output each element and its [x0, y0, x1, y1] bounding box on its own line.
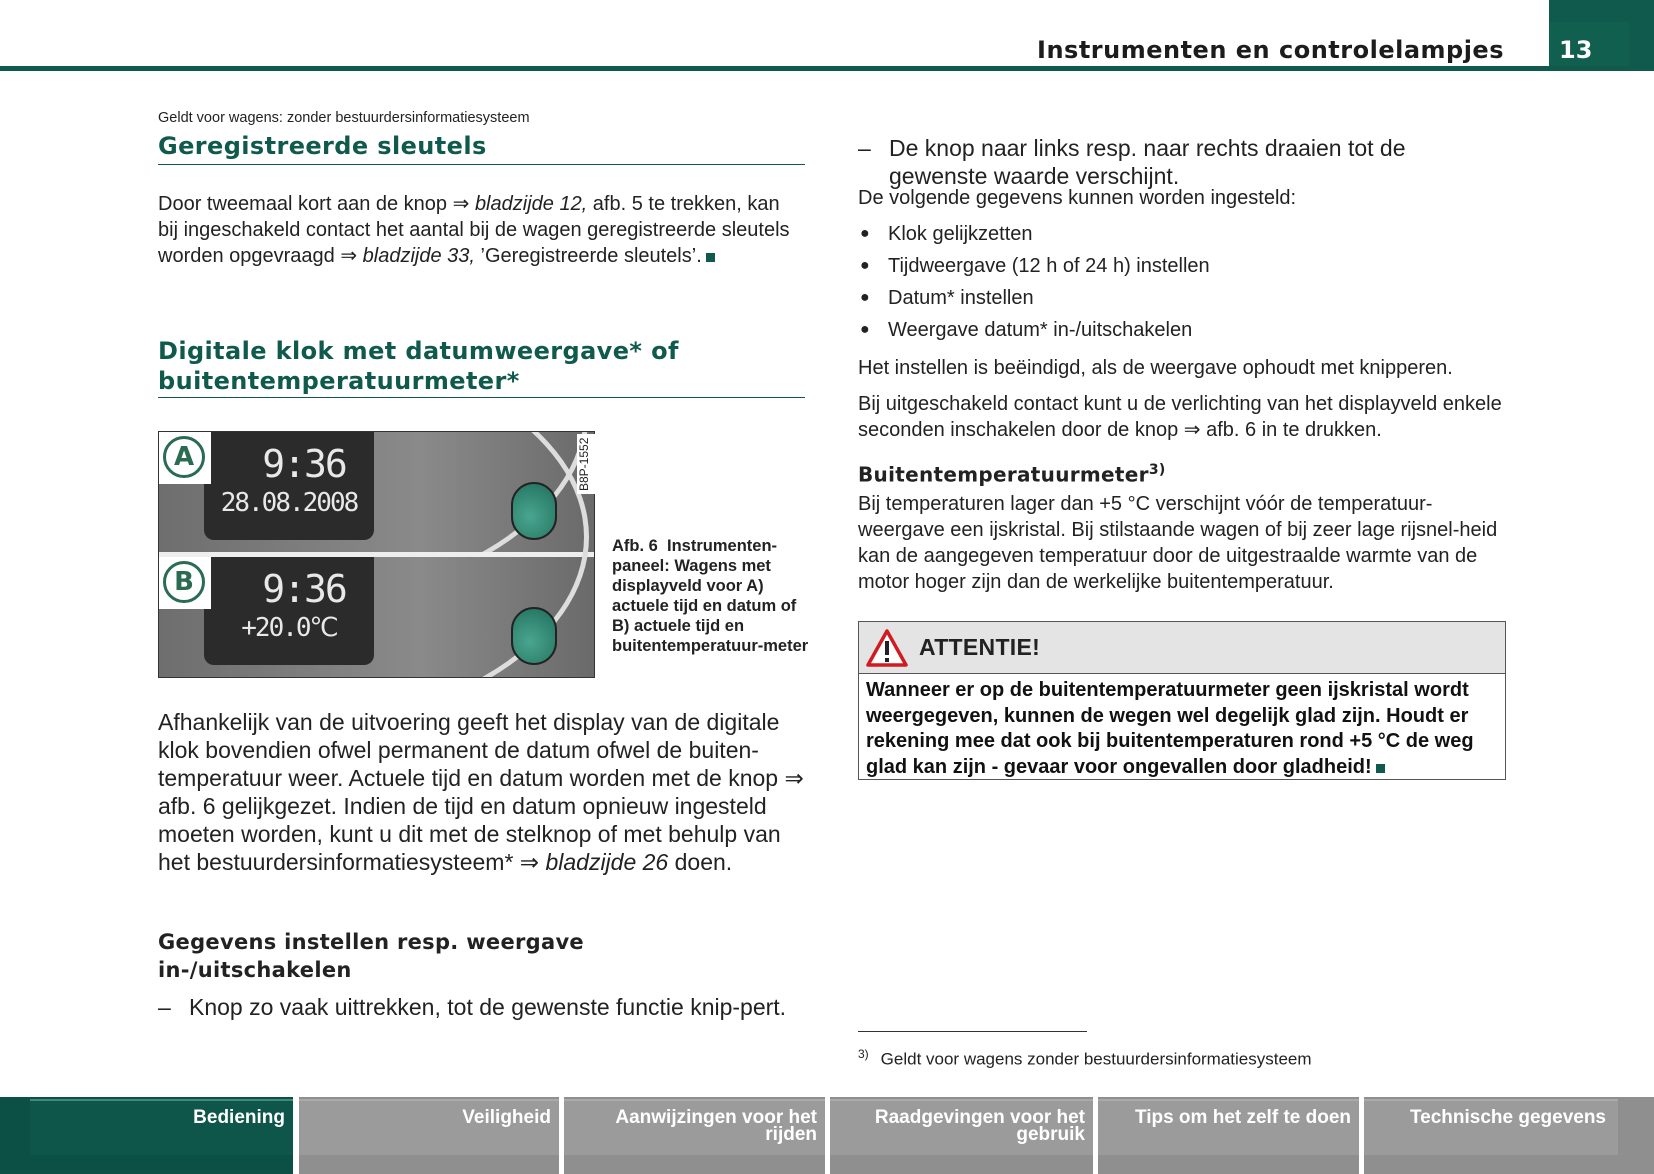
- warning-box: [858, 621, 1506, 780]
- page-number: 13: [1549, 0, 1654, 70]
- warning-title: ATTENTIE!: [919, 634, 1041, 660]
- list-item: ● Tijdweergave (12 h of 24 h) instellen: [858, 250, 1210, 282]
- tab-raadgevingen[interactable]: Raadgevingen voor het gebruik: [830, 1097, 1093, 1174]
- paragraph-lighting: Bij uitgeschakeld contact kunt u de verlichting van het displayveld enkele seconden inschakelen door de knop ⇒ afb. 6 in te drukken.: [858, 393, 1502, 441]
- footnote: $^{3)}$ Geldt voor wagens zonder bestuurdersinformatiesysteem: [858, 1047, 1312, 1069]
- paragraph-keys: Door tweemaal kort aan de knop ⇒ bladzijde 12, afb. 5 te trekken, kan bij ingeschakeld contact het aantal bij de wagen geregistreerde sleutels worden opgevraagd ⇒ bladzijde 33, ’Geregistreerde sleutels’.: [158, 193, 790, 267]
- tab-tips[interactable]: Tips om het zelf te doen: [1098, 1097, 1359, 1174]
- chapter-title: Instrumenten en controlelampjes: [1037, 36, 1504, 64]
- step-turn-knob: – De knop naar links resp. naar rechts draaien tot de gewenste waarde verschijnt.: [858, 134, 1498, 190]
- label-b-icon: B: [163, 561, 205, 603]
- footnote-rule: [858, 1031, 1087, 1032]
- tab-bediening[interactable]: Bediening: [0, 1097, 293, 1174]
- warning-text: Wanneer er op de buitentemperatuurmeter geen ijskristal wordt weergegeven, kunnen de wegen wel degelijk glad zijn. Houdt er rekening mee dat ook bij buitentemperaturen rond +5 °C de weg glad kan zijn - gevaar voor ongevallen door gladheid!: [866, 679, 1474, 778]
- step-pull-knob: – Knop zo vaak uittrekken, tot de gewenste functie knip-pert.: [158, 993, 798, 1021]
- panel-a: 9:36 28.08.2008 A: [159, 432, 594, 552]
- paragraph-end-setting: Het instellen is beëindigd, als de weergave ophoudt met knipperen.: [858, 357, 1453, 379]
- figure-code: B8P-1552: [577, 434, 595, 494]
- label-a-icon: A: [163, 436, 205, 478]
- knob-icon: [511, 607, 557, 665]
- heading-registered-keys: Geregistreerde sleutels: [158, 131, 805, 165]
- list-item: ● Klok gelijkzetten: [858, 218, 1210, 250]
- tab-veiligheid[interactable]: Veiligheid: [299, 1097, 559, 1174]
- settings-intro: De volgende gegevens kunnen worden ingesteld:: [858, 187, 1297, 209]
- figure-caption: Afb. 6 Instrumenten-paneel: Wagens met displayveld voor A) actuele tijd en datum of B) actuele tijd en buitentemperatuur-meter: [612, 537, 809, 655]
- applicability-note: Geldt voor wagens: zonder bestuurdersinformatiesysteem: [158, 110, 530, 126]
- paragraph-display: Afhankelijk van de uitvoering geeft het display van de digitale klok bovendien ofwel permanent de datum ofwel de buiten-temperatuur weer. Actuele tijd en datum worden met de knop ⇒ afb. 6 gelijkgezet. Indien de tijd en datum opnieuw ingesteld moeten worden, kunt u dit met de stelknop of met behulp van het bestuurdersinformatiesysteem* ⇒ bladzijde 26 doen.: [158, 709, 804, 875]
- heading-settings: Gegevens instellen resp. weergave in-/uitschakelen: [158, 930, 584, 982]
- tab-technische-gegevens[interactable]: Technische gegevens: [1364, 1097, 1654, 1174]
- list-item: ● Weergave datum* in-/uitschakelen: [858, 314, 1210, 346]
- heading-digital-clock: Digitale klok met datumweergave* of buitentemperatuurmeter*: [158, 336, 805, 398]
- panel-b: 9:36 +20.0℃ B: [159, 557, 594, 677]
- list-item: ● Datum* instellen: [858, 282, 1210, 314]
- heading-outside-temp: Buitentemperatuurmeter$^{3)}$: [858, 462, 1166, 487]
- paragraph-temperature: Bij temperaturen lager dan +5 °C verschijnt vóór de temperatuur-weergave een ijskristal. Bij stilstaande wagen of bij zeer lage rijsnel-heid kan de aangegeven temperatuur door de uitgestraalde warmte van de motor hoger zijn dan de werkelijke buitentemperatuur.: [858, 493, 1498, 593]
- warning-triangle-icon: [865, 628, 909, 668]
- tab-aanwijzingen[interactable]: Aanwijzingen voor het rijden: [564, 1097, 825, 1174]
- end-marker-icon: [1376, 764, 1385, 773]
- instrument-panel-figure: [158, 431, 595, 678]
- end-marker-icon: [706, 253, 715, 262]
- settings-list: [858, 218, 1210, 346]
- header-rule: [0, 66, 1654, 71]
